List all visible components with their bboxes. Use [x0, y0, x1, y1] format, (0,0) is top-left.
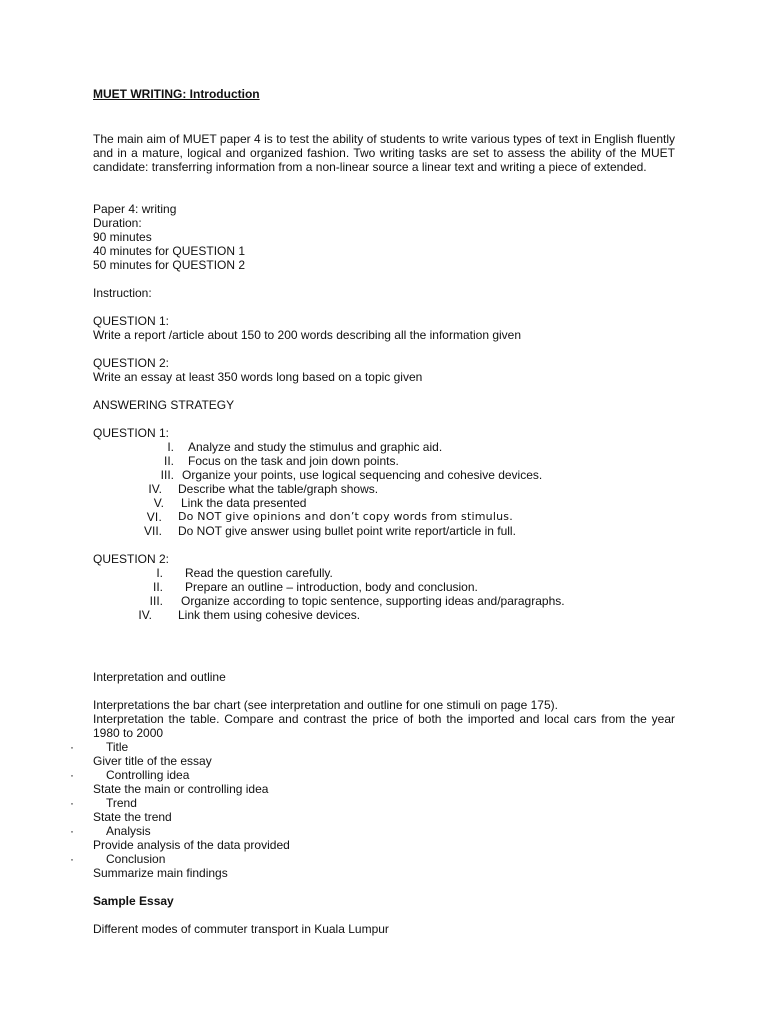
intro-paragraph: The main aim of MUET paper 4 is to test the ability of students to write various types of text in English fluently and in a mature, logical and organized fashion. Two writing tasks are set to assess the ability of the MUET candidate: transferring information from a non-linear source a linear text and writing a piece of extended.: [93, 132, 675, 174]
bullet-icon: ·: [70, 740, 74, 754]
outline-desc-analysis: Provide analysis of the data provided: [93, 838, 290, 852]
list-item: [138, 608, 361, 622]
outline-desc-controlling-idea: State the main or controlling idea: [93, 782, 269, 796]
list-number: IV.: [148, 482, 162, 496]
list-text: Organize your points, use logical sequencing and cohesive devices.: [182, 468, 543, 482]
list-item: [156, 566, 333, 580]
list-number: IV.: [138, 608, 152, 622]
list-item: [148, 482, 379, 496]
outline-desc-title: Giver title of the essay: [93, 754, 212, 768]
duration-total: 90 minutes: [93, 230, 152, 244]
outline-head-conclusion: Conclusion: [106, 852, 166, 866]
list-text: Analyze and study the stimulus and graphic aid.: [188, 440, 443, 454]
sample-essay-title: Different modes of commuter transport in Kuala Lumpur: [93, 922, 389, 936]
duration-q1: 40 minutes for QUESTION 1: [93, 244, 246, 258]
bullet-icon: ·: [70, 768, 74, 782]
outline-head-controlling-idea: Controlling idea: [106, 768, 190, 782]
interp-line1: Interpretations the bar chart (see interpretation and outline for one stimuli on page 175).: [93, 698, 558, 712]
doc-title: MUET WRITING: Introduction: [93, 87, 260, 101]
bullet-icon: ·: [70, 824, 74, 838]
list-item: [153, 496, 307, 510]
outline-desc-conclusion: Summarize main findings: [93, 866, 228, 880]
list-text: Do NOT give opinions and don’t copy words from stimulus.: [178, 510, 513, 523]
strategy-q1-label: QUESTION 1:: [93, 426, 170, 440]
q1-text: Write a report /article about 150 to 200 words describing all the information given: [93, 328, 522, 342]
q2-text: Write an essay at least 350 words long based on a topic given: [93, 370, 423, 384]
list-text: Describe what the table/graph shows.: [178, 482, 379, 496]
list-item: [152, 580, 478, 594]
list-number: V.: [153, 496, 164, 510]
list-item: [167, 440, 443, 454]
strategy-label: ANSWERING STRATEGY: [93, 398, 235, 412]
list-number: II.: [163, 454, 174, 468]
list-text: Do NOT give answer using bullet point write report/article in full.: [178, 524, 516, 538]
list-text: Focus on the task and join down points.: [188, 454, 399, 468]
list-text: Link the data presented: [181, 496, 307, 510]
duration-q2: 50 minutes for QUESTION 2: [93, 258, 246, 272]
list-number: VII.: [143, 524, 162, 538]
bullet-icon: ·: [70, 796, 74, 810]
duration-label: Duration:: [93, 216, 142, 230]
list-item: [149, 594, 565, 608]
outline-head-trend: Trend: [106, 796, 137, 810]
list-item: [146, 510, 513, 524]
list-item: [160, 468, 543, 482]
outline-head-analysis: Analysis: [106, 824, 151, 838]
list-item: [163, 454, 399, 468]
outline-desc-trend: State the trend: [93, 810, 172, 824]
list-number: II.: [152, 580, 163, 594]
list-text: Prepare an outline – introduction, body and conclusion.: [185, 580, 478, 594]
list-number: III.: [160, 468, 174, 482]
instruction-label: Instruction:: [93, 286, 152, 300]
list-text: Organize according to topic sentence, supporting ideas and/paragraphs.: [181, 594, 565, 608]
outline-head-title: Title: [106, 740, 129, 754]
list-item: [143, 524, 516, 538]
list-text: Read the question carefully.: [185, 566, 333, 580]
list-text: Link them using cohesive devices.: [178, 608, 361, 622]
list-number: VI.: [146, 510, 162, 524]
interp-line2: Interpretation the table. Compare and contrast the price of both the imported and local cars from the year 1980 to 2000: [93, 712, 675, 740]
interp-label: Interpretation and outline: [93, 670, 226, 684]
bullet-icon: ·: [70, 852, 74, 866]
q1-label: QUESTION 1:: [93, 314, 170, 328]
sample-essay-label: Sample Essay: [93, 894, 174, 908]
list-number: I.: [167, 440, 174, 454]
list-number: III.: [149, 594, 163, 608]
strategy-q2-label: QUESTION 2:: [93, 552, 170, 566]
list-number: I.: [156, 566, 163, 580]
q2-label: QUESTION 2:: [93, 356, 170, 370]
paper-line: Paper 4: writing: [93, 202, 177, 216]
